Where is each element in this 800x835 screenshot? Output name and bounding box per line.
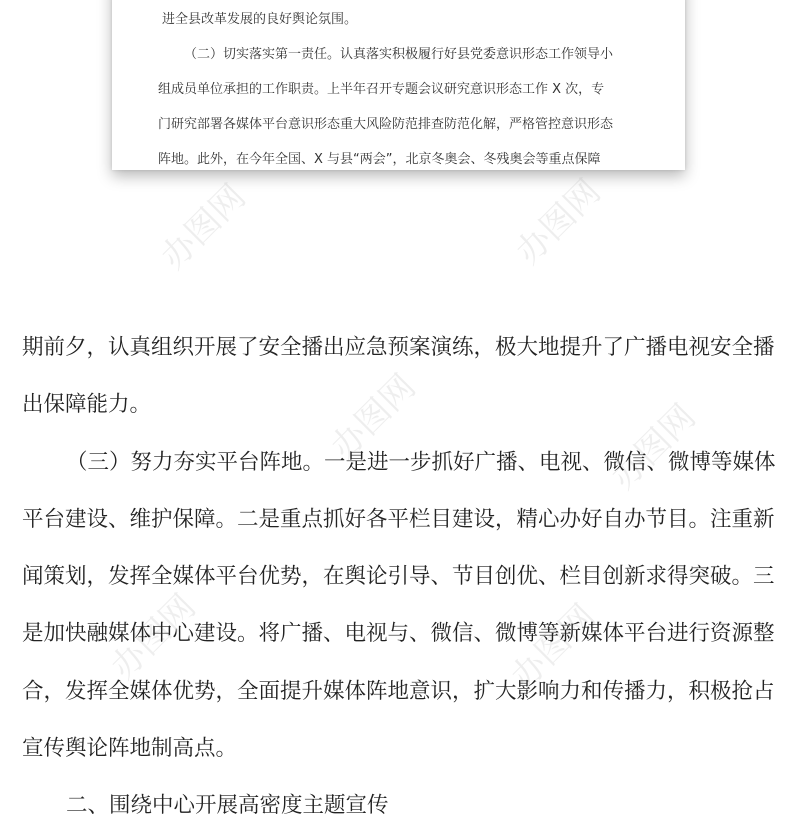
body-line: 平台建设、维护保障。二是重点抓好各平栏目建设，精心办好自办节目。注重新 <box>22 506 775 532</box>
preview-line: 组成员单位承担的工作职责。上半年召开专题会议研究意识形态工作 X 次，专 <box>158 82 605 97</box>
watermark: 办图网 <box>508 171 609 273</box>
preview-text <box>158 2 658 170</box>
section-heading: 二、围绕中心开展高密度主题宣传 <box>66 793 389 819</box>
watermark: 办图网 <box>323 366 424 468</box>
body-line: 闻策划，发挥全媒体平台优势，在舆论引导、节目创优、栏目创新求得突破。三 <box>22 564 775 590</box>
body-text <box>22 319 782 835</box>
preview-line: 进全县改革发展的良好舆论氛围。 <box>162 12 358 27</box>
body-line: （三）努力夯实平台阵地。一是进一步抓好广播、电视、微信、微博等媒体 <box>66 449 776 475</box>
body-line: 出保障能力。 <box>22 392 152 418</box>
body-line: 是加快融媒体中心建设。将广播、电视与、微信、微博等新媒体平台进行资源整 <box>22 621 775 647</box>
watermark: 办图网 <box>103 586 204 688</box>
watermark: 办图网 <box>503 596 604 698</box>
watermark: 办图网 <box>603 396 704 498</box>
body-line: 合，发挥全媒体优势，全面提升媒体阵地意识，扩大影响力和传播力，积极抢占 <box>22 678 775 704</box>
preview-line: 阵地。此外，在今年全国、X 与县“两会”，北京冬奥会、冬残奥会等重点保障 <box>158 152 601 167</box>
document-preview-card <box>112 0 685 170</box>
preview-line: 门研究部署各媒体平台意识形态重大风险防范排查防范化解，严格管控意识形态 <box>158 117 614 132</box>
preview-line: （二）切实落实第一责任。认真落实积极履行好县党委意识形态工作领导小 <box>184 47 614 62</box>
body-line: 期前夕，认真组织开展了安全播出应急预案演练，极大地提升了广播电视安全播 <box>22 335 775 360</box>
body-line: 宣传舆论阵地制高点。 <box>22 736 238 762</box>
watermark: 办图网 <box>153 176 254 278</box>
